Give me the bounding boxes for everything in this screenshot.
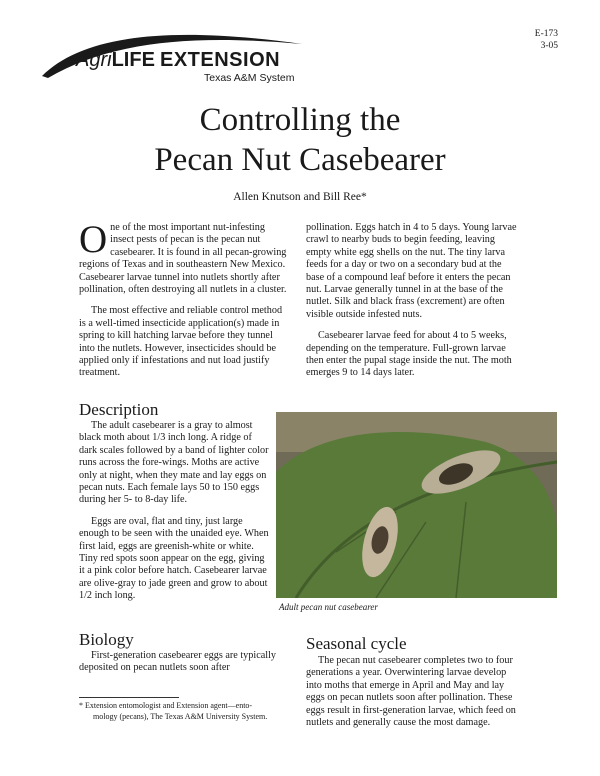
intro-paragraph-2: The most effective and reliable control method is a well-timed insecticide application(s) made in spring to kill hatching larvae before they tunnel into the nutlets. However, insecticides should be applied only if infestations and nut load justify treatment. [79,305,283,379]
drop-cap: O [79,218,108,261]
intro-paragraph-1 [79,218,287,296]
publication-number: E-173 [534,29,558,39]
title-line-2: Pecan Nut Casebearer [154,142,446,178]
logo-system-text: Texas A&M System [204,72,295,84]
title-line-1: Controlling the [199,102,401,138]
moth-on-leaf-image [276,412,557,598]
seasonal-paragraph-1: The pecan nut casebearer completes two to four generations a year. Overwintering larvae develop into moths that emerge in April and May and lay eggs on pecan nutlets soon after pollination. These eggs result in first-generation larvae, which feed on nutlets and generally cause the most damage. [306,655,516,729]
biology-paragraph-1: First-generation casebearer eggs are typically deposited on pecan nutlets soon after [79,650,276,674]
biology-body [79,650,287,684]
publication-date: 3-05 [540,41,558,51]
intro-paragraph-3: pollination. Eggs hatch in 4 to 5 days. Young larvae crawl to nearby buds to begin feeding, leaving empty white egg shells on the nut. The tiny larva feeds for a day or two on a secondary bud at the base of a compound leaf before it enters the pecan nut. Larvae generally tunnel in at the base of the nutlet. Silk and black frass (excrement) are often visible outside infested nuts. [306,222,517,320]
description-paragraph-1: The adult casebearer is a gray to almost black moth about 1/3 inch long. A ridge of dark scales followed by a band of lighter color runs across the fore-wings. Moths are active only at night, when they mate and lay eggs on pecan nuts. Each female lays 50 to 150 eggs during her 5- to 8-day life. [79,420,269,506]
moth-photo [276,412,557,598]
intro-right-column [306,222,518,389]
footnote [79,700,299,722]
agrilife-logo [40,24,310,88]
seasonal-cycle-heading: Seasonal cycle [306,634,407,653]
logo-life: LIFE [111,49,155,71]
intro-paragraph-4: Casebearer larvae feed for about 4 to 5 weeks, depending on the temperature. Full-grown larvae then enter the pupal stage inside the nut. The moth emerges 9 to 14 days later. [306,330,512,379]
description-paragraph-2: Eggs are oval, flat and tiny, just large enough to be seen with the unaided eye. When first laid, eggs are greenish-white or white. Tiny red spots soon appear on the egg, giving it a pink color before hatch. Casebearer larvae are olive-gray to jade green and grow to about 1/2 inch long. [79,515,269,602]
logo-agrilife-text [76,49,155,72]
intro-paragraph-1-text: ne of the most important nut-infesting insect pests of pecan is the pecan nut casebearer. It is found in all pecan-growing regions of Texas and in southeastern New Mexico. Casebearer larvae tunnel into nutlets shortly after pollination, often destroying all nutlets in a cluster. [79,222,287,296]
logo-extension-text: EXTENSION [160,49,281,71]
document-title [0,100,600,180]
footnote-line-1: * Extension entomologist and Extension agent—ento- [79,701,253,710]
seasonal-cycle-body [306,655,520,738]
intro-left-column [79,218,287,389]
description-body [79,420,271,612]
publication-code [535,28,558,52]
description-heading: Description [79,400,159,419]
biology-heading: Biology [79,630,134,649]
photo-caption: Adult pecan nut casebearer [279,602,378,612]
logo-agri: Agri [76,49,112,71]
footnote-divider [79,697,179,698]
authors-line: Allen Knutson and Bill Ree* [233,191,367,203]
footnote-line-2: mology (pecans), The Texas A&M University System. [93,712,268,721]
